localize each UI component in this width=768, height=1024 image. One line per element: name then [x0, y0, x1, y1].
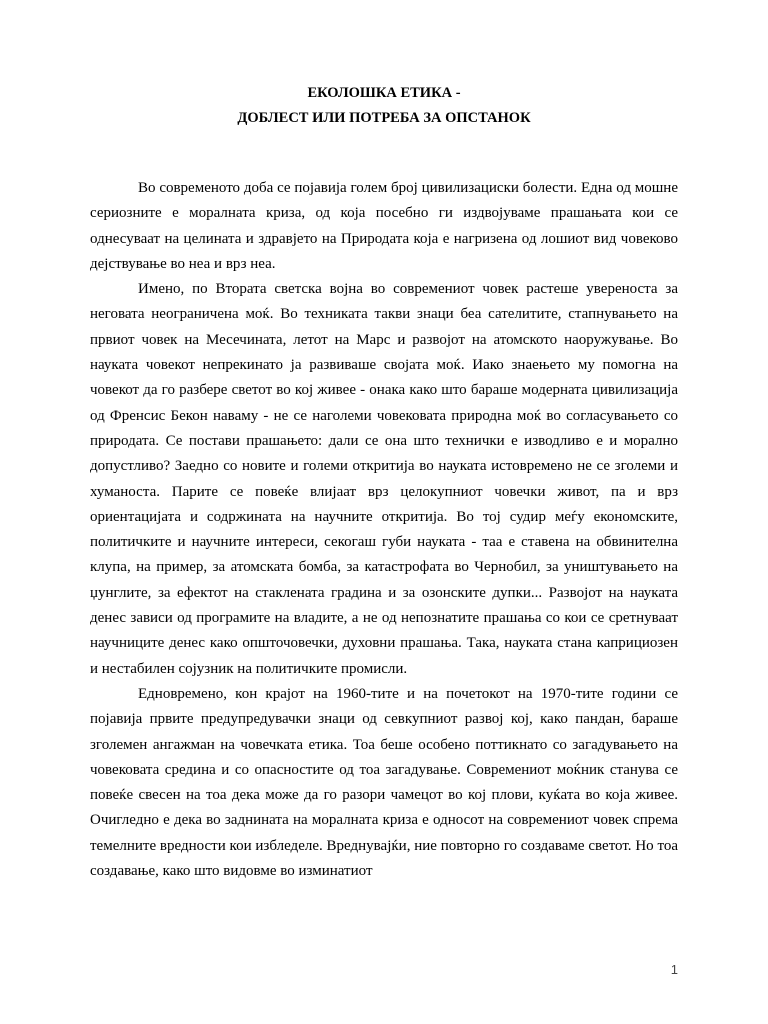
paragraph-3: Едновремено, кон крајот на 1960-тите и на почетокот на 1970-тите години се појавија првите предупредувачки знаци од севкупниот развој кој, како пандан, бараше зголемен ангажман на човечката етика. Тоа беше особено поттикнато со загадувањето на човековата средина и со опасностите од тоа загадување. Современиот моќник станува се повеќе свесен на тоа дека може да го разори чамецот во кој плови, куќата во која живее. Очигледно е дека во заднината на моралната криза е односот на современиот човек спрема темелните вредности кои избледеле. Вреднувајќи, ние повторно го создаваме светот. Но тоа создавање, како што видовме во изминатиот	[90, 685, 678, 880]
paragraph-1: Во современото доба се појавија голем број цивилизациски болести. Една од мошне сериозните е моралната криза, од која посебно ги издвојуваме прашањата кои се однесуваат на целината и здравјето на Природата која е нагризена од лошиот вид човеково дејствување во неа и врз неа.	[90, 180, 678, 272]
paragraph-2: Имено, по Втората светска војна во современиот човек растеше увереноста за неговата неограничена моќ. Во техниката такви знаци беа сателитите, стапнувањето на првиот човек на Месечината, летот на Марс и развојот на атомското наоружување. Во науката човекот непрекинато ја развиваше својата моќ. Иако знаењето му помогна на човекот да го разбере светот во кој живее - онака како што бараше модерната цивилизација од Френсис Бекон наваму - не се наголеми човековата природна моќ во согласувањето со природата. Се постави прашањето: дали се она што технички е изводливо е и морално допустливо? Заедно со новите и големи откритија во науката истовремено не се зголеми и хуманоста. Парите се повеќе влијаат врз целокупниот човечки живот, па и врз ориентацијата и содржината на научните откритија. Во тој судир меѓу економските, политичките и научните интереси, секогаш губи науката - таа е ставена на обвинителна клупа, на пример, за атомската бомба, за катастрофата во Чернобил, за уништувањето на џунглите, за ефектот на стаклената градина и за озонските дупки... Развојот на науката денес зависи од програмите на владите, а не од непознатите прашања со кои се сретнуваат научниците денес како општочовечки, духовни прашања. Така, науката стана каприциозен и нестабилен сојузник на политичките промисли.	[90, 281, 678, 677]
document-body	[90, 176, 678, 884]
document-title-line-2: ДОБЛЕСТ ИЛИ ПОТРЕБА ЗА ОПСТАНОК	[237, 110, 531, 126]
page-number: 1	[670, 962, 678, 977]
document-title-line-1: ЕКОЛОШКА ЕТИКА -	[307, 85, 461, 101]
